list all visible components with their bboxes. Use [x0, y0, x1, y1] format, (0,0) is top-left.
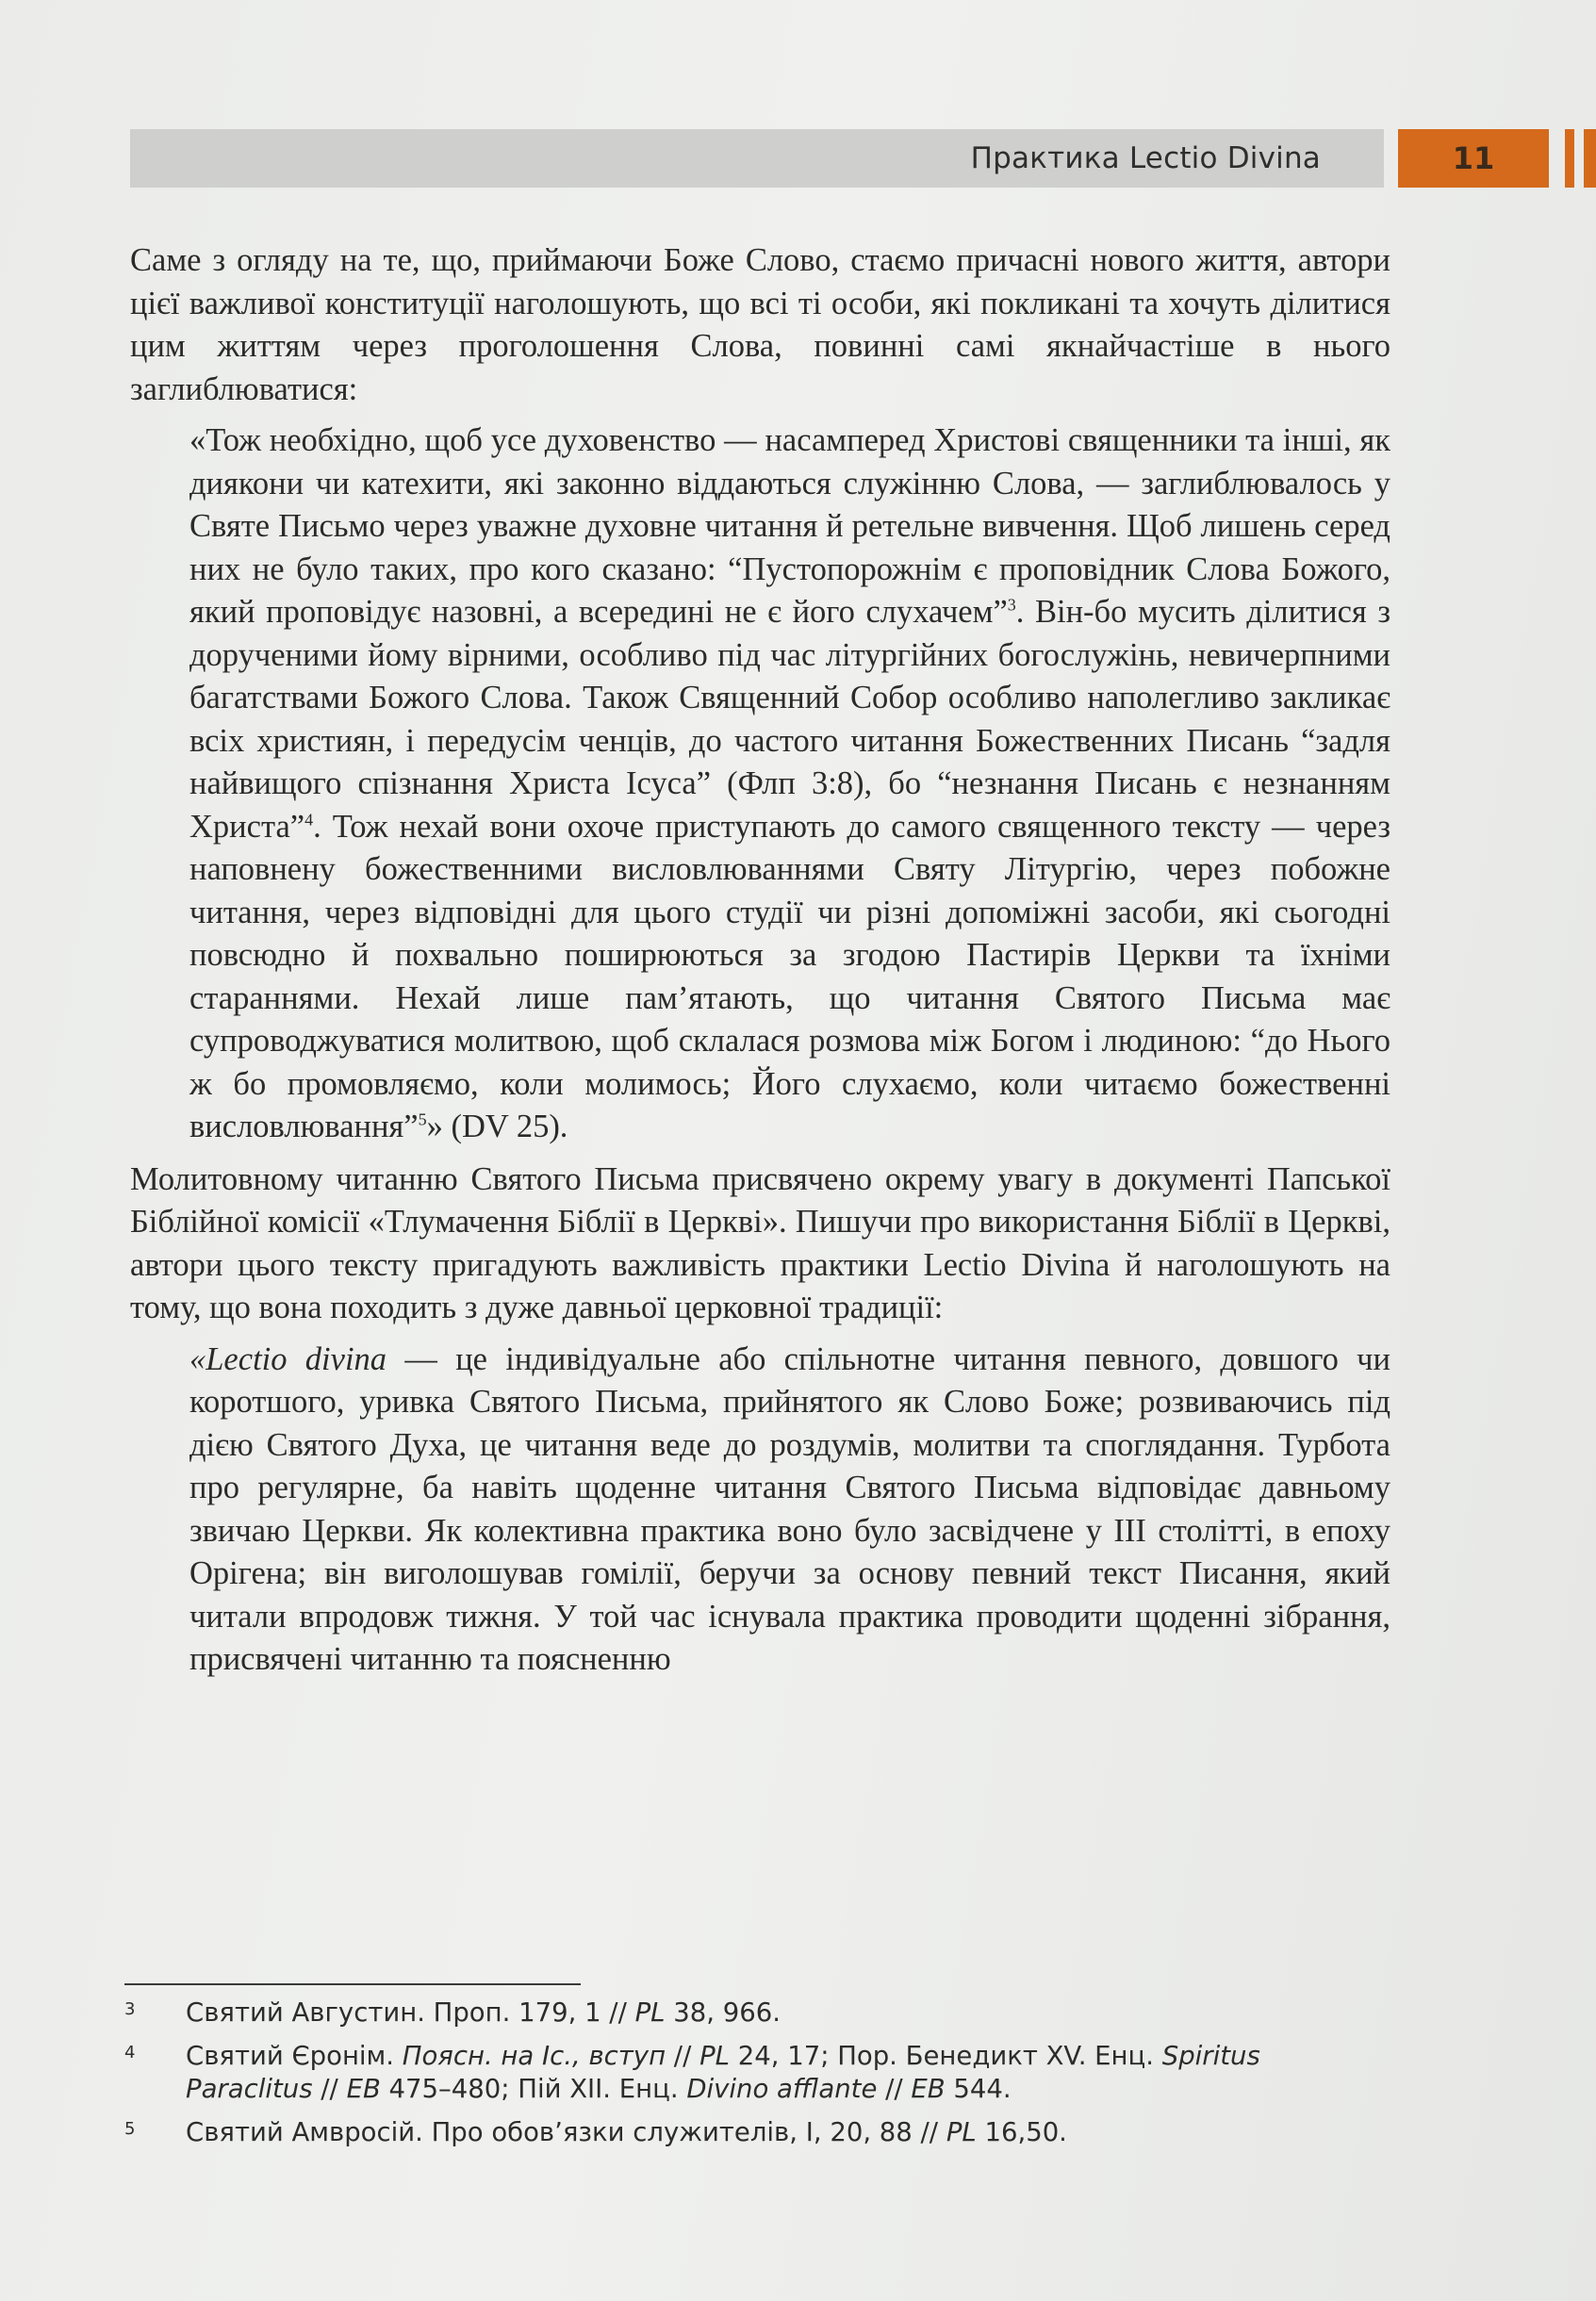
quotation-lectio-divina — [189, 1339, 1390, 1682]
footnote-italic: Divino afflante — [686, 2074, 878, 2104]
footnotes — [124, 1997, 1388, 2160]
running-header-title: Практика Lectio Divina — [970, 141, 1321, 175]
footnote-text: 16,50. — [976, 2117, 1067, 2147]
footnote-ref: 5 — [418, 1109, 427, 1129]
footnote-ref: 3 — [1007, 595, 1016, 615]
footnote-ref: 4 — [304, 810, 314, 829]
quote-text: . Тож нехай вони охоче приступають до самого священного тексту — через наповнену божественними висловлюваннями Святу Літургію, через побожне читання, через відповідні для цього студії чи різні допоміжні засоби, які сьогодні повсюдно й похвально поширюються за згодою Пастирів Церкви та їхніми стараннями. Нехай лише пам’ятають, що читання Святого Письма має супроводжуватися молитвою, щоб склалася розмова між Богом і людиною: “до Нього ж бо промовляємо, коли молимось; Його слухаємо, коли читаємо божественні висловлювання” — [189, 808, 1390, 1144]
edge-marker-stripe — [1565, 129, 1574, 188]
quote-term: «Lectio divina — [189, 1340, 387, 1377]
running-header — [130, 129, 1384, 188]
paragraph-commission: Молитовному читанню Святого Письма присвячено окрему увагу в документі Папської Біблійної комісії «Тлумачення Біблії в Церкві». Пишучи про використання Біблії в Церкві, автори цього тексту пригадують важливість практики Lectio Divina й наголошують на тому, що вона походить з дуже давньої церковної традиції: — [130, 1160, 1390, 1325]
footnote-text: Святий Амвросій. Про обов’язки служителів, I, 20, 88 // — [186, 2117, 946, 2147]
quote-text: «Тож необхідно, щоб усе духовенство — насамперед Христові священники та інші, як диякони чи катехити, які законно віддаються служінню Слова, — заглиблювалось у Святе Письмо через уважне духовне читання й ретельне вивчення. Щоб лишень серед них не було таких, про кого сказано: “Пустопорожнім є проповідник Слова Божого, який проповідує назовні, а всередині не є його слухачем” — [189, 422, 1390, 630]
footnote-text: 38, 966. — [665, 1997, 781, 2028]
footnote-text: 544. — [945, 2074, 1012, 2104]
footnote-number: 4 — [124, 2043, 136, 2063]
paragraph-intro: Саме з огляду на те, що, приймаючи Боже Слово, стаємо причасні нового життя, автори цієї важливої конституції наголошують, що всі ті особи, які покликані та хочуть ділитися цим життям через проголошення Слова, повинні самі якнайчастіше в нього заглиблюватися: — [130, 242, 1390, 407]
footnote-italic: PL — [946, 2117, 977, 2147]
footnote-text: Святий Єронім. — [186, 2041, 403, 2071]
footnote-number: 3 — [124, 1999, 136, 2019]
edge-marker-stripe — [1584, 129, 1596, 188]
footnote-italic: EB — [346, 2074, 381, 2104]
page-number-tab — [1398, 129, 1549, 188]
quotation-dei-verbum — [189, 419, 1390, 1149]
page-number: 11 — [1452, 140, 1495, 176]
footnote-5 — [124, 2116, 1388, 2149]
footnote-italic: PL — [699, 2041, 730, 2071]
footnote-text: // — [877, 2074, 912, 2104]
footnote-italic: PL — [634, 1997, 666, 2028]
quote-text: — це індивідуальне або спільнотне читання певного, довшого чи коротшого, уривка Святого Письма, прийнятого як Слово Боже; розвиваючись під дією Святого Духа, це читання веде до роздумів, молитви та споглядання. Турбота про регулярне, ба навіть щоденне читання Святого Письма відповідає давньому звичаю Церкви. Як колективна практика воно було засвідчене у III столітті, в епоху Орігена; він виголошував гомілії, беручи за основу певний текст Писання, який читали впродовж тижня. У той час існувала практика проводити щоденні зібрання, присвячені читанню та поясненню — [189, 1340, 1390, 1677]
footnote-number: 5 — [124, 2119, 136, 2139]
footnote-text: 24, 17; Пор. Бенедикт XV. Енц. — [729, 2041, 1162, 2071]
footnote-3 — [124, 1997, 1388, 2030]
footnote-italic: Spiritus Paraclitus — [186, 2041, 1260, 2104]
footnote-text: Святий Августин. Проп. 179, 1 // — [186, 1997, 635, 2028]
footnote-text: 475–480; Пій XII. Енц. — [380, 2074, 687, 2104]
footnote-italic: Поясн. на Іс., вступ — [402, 2041, 666, 2071]
main-text — [130, 239, 1390, 1691]
footnote-4 — [124, 2040, 1388, 2106]
quote-text: . Він-бо мусить ділитися з дорученими йому вірними, особливо під час літургійних богослужінь, невичерпними багатствами Божого Слова. Також Священний Собор особливо наполегливо закликає всіх християн, і передусім ченців, до частого читання Божественних Писань “задля найвищого спізнання Христа Ісуса” (Флп 3:8), бо “незнання Писань є незнанням Христа” — [189, 594, 1391, 845]
footnote-separator — [124, 1983, 581, 1985]
quote-text: » (DV 25). — [426, 1109, 568, 1144]
footnote-italic: EB — [911, 2074, 946, 2104]
footnote-text: // — [666, 2041, 700, 2071]
footnote-text: // — [312, 2074, 347, 2104]
